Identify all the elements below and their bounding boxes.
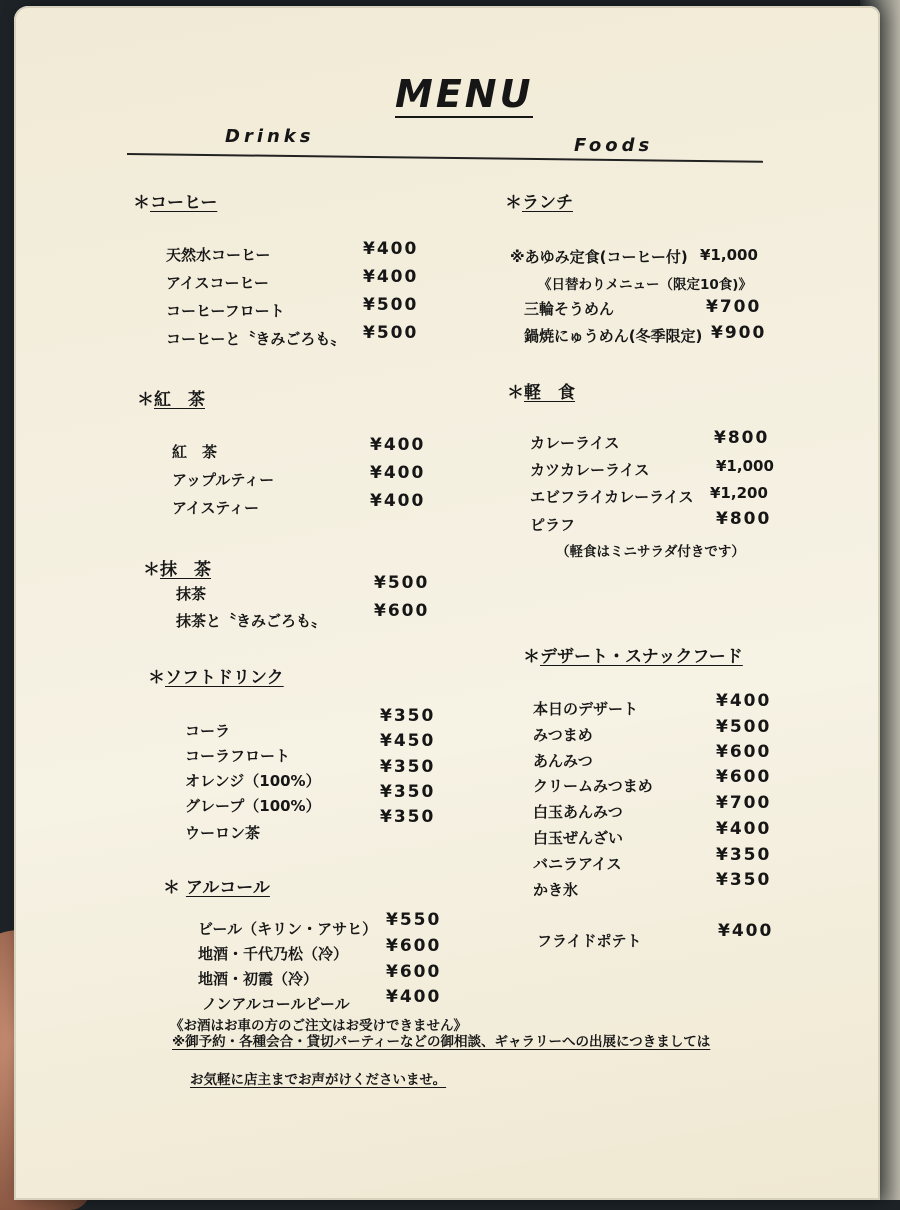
menu-item-name: アイスコーヒー (166, 274, 269, 292)
menu-item-price: ¥600 (386, 962, 442, 982)
menu-item-price: ¥400 (363, 239, 419, 259)
section-tea: ＊紅 茶 (137, 390, 205, 410)
section-light-meals-heading: 軽 食 (524, 383, 575, 403)
menu-item-name: 本日のデザート (533, 700, 639, 718)
menu-item-price: ¥400 (363, 267, 419, 287)
footer-reservation-note: ※御予約・各種会合・貸切パーティーなどの御相談、ギャラリーへの出展につきましては (172, 1034, 711, 1050)
menu-item-name: バニラアイス (533, 855, 622, 873)
menu-item-price: ¥1,000 (716, 457, 774, 475)
section-tea-heading: 紅 茶 (154, 390, 205, 410)
lunch-note: 《日替わりメニュー（限定10食)》 (538, 277, 752, 293)
menu-item-price: ¥1,000 (700, 246, 758, 264)
menu-item-price: ¥400 (716, 691, 772, 711)
menu-item-price: ¥400 (370, 491, 426, 511)
menu-item-name: 地酒・初霞（冷） (198, 970, 319, 988)
menu-item-name: ※あゆみ定食(コーヒー付) (510, 248, 688, 266)
menu-item-price: ¥350 (716, 845, 772, 865)
menu-item-name: コーヒーフロート (166, 302, 285, 320)
menu-item-price: ¥500 (363, 295, 419, 315)
section-matcha: ＊抹 茶 (143, 560, 211, 580)
menu-item-name: 抹茶と〝きみごろも〟 (176, 612, 327, 630)
menu-item-name: アップルティー (172, 471, 275, 489)
menu-item-name: カツカレーライス (530, 461, 650, 479)
menu-item-name: 抹茶 (176, 585, 207, 603)
menu-item-name: コーラフロート (185, 747, 291, 765)
menu-item-price: ¥600 (386, 936, 442, 956)
menu-item-name: ウーロン茶 (185, 824, 261, 842)
menu-item-name: オレンジ（100%） (185, 772, 321, 790)
menu-item-price: ¥350 (380, 807, 436, 827)
menu-item-name: かき氷 (533, 881, 579, 899)
menu-item-price: ¥550 (386, 910, 442, 930)
menu-item-name: 紅 茶 (172, 443, 218, 461)
light-meals-note: （軽食はミニサラダ付きです） (556, 544, 745, 560)
menu-item-price: ¥450 (380, 731, 436, 751)
menu-item-name: カレーライス (530, 434, 620, 452)
menu-item-name: 白玉あんみつ (533, 803, 623, 821)
menu-item-price: ¥350 (380, 782, 436, 802)
menu-item-name: フライドポテト (537, 932, 642, 950)
menu-item-price: ¥800 (714, 428, 770, 448)
menu-item-name: 地酒・千代乃松（冷） (198, 945, 349, 963)
menu-item-name: あんみつ (533, 752, 593, 770)
menu-item-name: コーラ (185, 722, 231, 740)
section-alcohol: ＊ アルコール (163, 878, 270, 898)
menu-item-name: アイスティー (172, 499, 260, 517)
drinks-header: Drinks (225, 126, 315, 147)
menu-item-price: ¥600 (716, 767, 772, 787)
menu-title: MENU (395, 72, 534, 116)
menu-item-name: 三輪そうめん (524, 300, 615, 318)
section-matcha-heading: 抹 茶 (160, 560, 211, 580)
footer-alcohol-note: 《お酒はお車の方のご注文はお受けできません》 (170, 1018, 467, 1034)
section-light-meals: ＊軽 食 (507, 383, 575, 403)
section-lunch-heading: ランチ (522, 193, 573, 213)
menu-item-name: クリームみつまめ (533, 777, 653, 795)
section-soft-drinks: ＊ソフトドリンク (148, 668, 284, 688)
menu-item-price: ¥700 (706, 297, 762, 317)
menu-item-price: ¥400 (370, 435, 426, 455)
menu-item-price: ¥400 (718, 921, 774, 941)
section-desserts: ＊デザート・スナックフード (523, 647, 743, 667)
menu-item-name: エビフライカレーライス (530, 488, 694, 506)
menu-item-price: ¥350 (380, 706, 436, 726)
menu-item-price: ¥400 (716, 819, 772, 839)
menu-item-name: ビール（キリン・アサヒ） (198, 920, 378, 938)
menu-item-name: ノンアルコールビール (202, 995, 350, 1013)
section-soft-drinks-heading: ソフトドリンク (165, 668, 284, 688)
section-coffee-heading: コーヒー (150, 193, 218, 213)
section-desserts-heading: デザート・スナックフード (540, 647, 743, 667)
menu-item-price: ¥700 (716, 793, 772, 813)
menu-item-price: ¥400 (370, 463, 426, 483)
menu-item-price: ¥350 (380, 757, 436, 777)
menu-item-price: ¥400 (386, 987, 442, 1007)
menu-item-price: ¥600 (716, 742, 772, 762)
menu-item-name: 天然水コーヒー (166, 246, 271, 264)
menu-item-price: ¥500 (374, 573, 430, 593)
section-lunch: ＊ランチ (505, 193, 573, 213)
menu-item-price: ¥500 (716, 717, 772, 737)
section-coffee: ＊コーヒー (133, 193, 218, 213)
foods-header: Foods (574, 135, 654, 156)
menu-item-name: 白玉ぜんざい (533, 829, 624, 847)
menu-item-name: グレープ（100%） (185, 797, 321, 815)
footer-contact-note: お気軽に店主までお声がけくださいませ。 (190, 1072, 447, 1088)
section-alcohol-heading: アルコール (185, 878, 270, 898)
menu-item-price: ¥600 (374, 601, 430, 621)
menu-item-name: みつまめ (533, 726, 593, 744)
menu-item-name: コーヒーと〝きみごろも〟 (166, 330, 346, 348)
menu-item-name: 鍋焼にゅうめん(冬季限定) (524, 327, 703, 345)
menu-item-price: ¥500 (363, 323, 419, 343)
menu-item-price: ¥900 (711, 323, 767, 343)
menu-item-name: ピラフ (530, 516, 576, 534)
menu-item-price: ¥350 (716, 870, 772, 890)
menu-item-price: ¥1,200 (710, 484, 768, 502)
menu-item-price: ¥800 (716, 509, 772, 529)
